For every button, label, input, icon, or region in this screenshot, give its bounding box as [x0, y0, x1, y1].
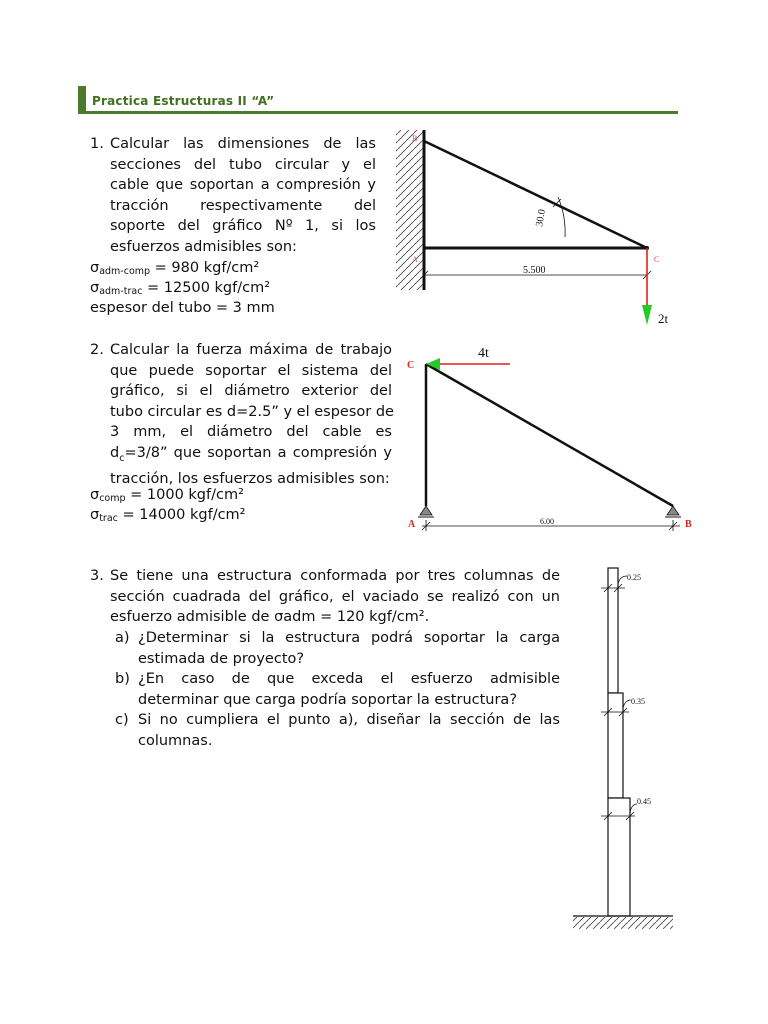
header-accent-bar — [78, 86, 86, 114]
node-c-label: C — [654, 255, 660, 264]
load-label: 2t — [658, 311, 669, 326]
column-middle — [608, 693, 623, 798]
problem1-stress-trac: $\sigma_{adm-trac} = 12500$ kgf/cm² — [90, 280, 271, 297]
node-a-label: A — [408, 519, 416, 530]
problem2-line: tracción, los esfuerzos admisibles son: — [110, 471, 390, 488]
problem1-line: soporte del gráfico Nº 1, si los — [110, 218, 376, 235]
wall-hatch — [396, 130, 424, 290]
problem2-stress-comp: $\sigma_{comp} = 1000$ kgf/cm² — [90, 487, 244, 504]
support-b — [667, 506, 679, 515]
page-title: Practica Estructuras II “A” — [92, 94, 275, 108]
problem3-line: Se tiene una estructura conformada por tres columnas de — [110, 568, 560, 584]
problem1-stress-comp: $\sigma_{adm-comp} = 980$ kgf/cm² — [90, 260, 260, 277]
problem2-line: $d_c=3/8$” que soportan a compresión y — [110, 444, 392, 464]
cable — [426, 364, 673, 506]
problem2-stress-trac: $\sigma_{trac} = 14000$ kgf/cm² — [90, 507, 246, 524]
problem2-line: gráfico, si el diámetro exterior del — [110, 383, 392, 400]
dim3-label: 0.45 — [637, 797, 651, 806]
page-header — [78, 86, 678, 114]
problem3-statement — [110, 566, 560, 628]
cable — [424, 141, 647, 248]
angle-arc — [558, 197, 565, 237]
problem1-line: Calcular las dimensiones de las — [110, 136, 376, 152]
node-b-label: B — [412, 134, 418, 143]
problem1-line: secciones del tubo circular y el — [110, 156, 376, 173]
problem1-line: tracción respectivamente del — [110, 197, 376, 214]
span-label: 5.500 — [523, 265, 546, 276]
load-label: 4t — [478, 346, 489, 361]
item-c-marker: c) — [115, 712, 129, 728]
item-b-marker: b) — [115, 671, 130, 687]
dim2-label: 0.35 — [631, 697, 645, 706]
node-c-label: C — [407, 360, 415, 371]
angle-label: 30.0 — [534, 208, 548, 228]
problem1-line: esfuerzos admisibles son: — [110, 238, 297, 255]
problem1-thickness: espesor del tubo = 3 mm — [90, 300, 275, 316]
problem2-line: Calcular la fuerza máxima de trabajo — [110, 342, 392, 358]
node-b-label: B — [685, 519, 692, 530]
ground-hatch — [573, 917, 673, 929]
problem3-number: 3. — [90, 568, 104, 584]
problem2-statement — [110, 340, 392, 490]
problem2-line: 3 mm, el diámetro del cable es — [110, 424, 392, 441]
problem1-number: 1. — [90, 136, 104, 152]
item-a-text: ¿Determinar si la estructura podrá soportar la carga estimada de proyecto? — [138, 630, 560, 667]
item-c-text: Si no cumpliera el punto a), diseñar la sección de las columnas. — [138, 712, 560, 749]
span-label: 6.00 — [540, 517, 554, 526]
figure-2 — [400, 340, 700, 540]
problem2-line: que puede soportar el sistema del — [110, 362, 392, 379]
dim1-label: 0.25 — [627, 573, 641, 582]
item-b-text: ¿En caso de que exceda el esfuerzo admisible determinar que carga podría soportar la estructura? — [138, 671, 560, 708]
header-rule — [86, 111, 678, 114]
node-a-label: A — [412, 255, 418, 264]
figure-1 — [390, 125, 690, 335]
figure-3 — [565, 558, 680, 943]
problem1-statement — [110, 134, 376, 258]
problem3-line: sección cuadrada del gráfico, el vaciado se realizó con un — [110, 588, 560, 605]
problem1-line: cable que soportan a compresión y — [110, 177, 376, 194]
problem2-line: tubo circular es d=2.5” y el espesor de — [110, 403, 394, 420]
support-a — [420, 506, 432, 515]
item-a-marker: a) — [115, 630, 130, 646]
problem2-number: 2. — [90, 342, 104, 358]
problem3-line: esfuerzo admisible de σadm = 120 kgf/cm². — [110, 609, 430, 626]
load-arrow-head — [642, 305, 652, 325]
